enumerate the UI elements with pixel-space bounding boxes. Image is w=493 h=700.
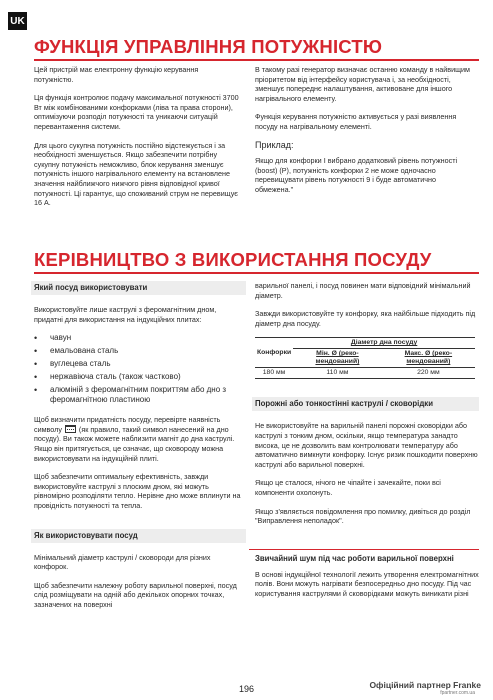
list-item: • чавун (34, 333, 246, 343)
example-text: Якщо для конфорки I вибрано додатковий рівень потужності (boost) (P), потужність конфорки 2 не може одночасно перевищувати рівень потужності 9 і буде автоматично обмежена." (255, 156, 458, 194)
paragraph: В основі індукційної технології лежить утворення електромагнітних полів. Вони можуть нагрівати безпосередньо дно посуду. Під час користування каструлями й сковорідками можуть виникати різні (255, 569, 479, 598)
paragraph: Ця функція контролює подачу максимальної потужності 3700 Вт між комбінованими конфорками (ліва та права сторони), оптимізуючи розподіл потужності та уникаючи ситуацій перевантаження системи. (34, 93, 239, 131)
paragraph: варильної панелі, і посуд повинен мати відповідний мінімальний діаметр. (255, 281, 471, 300)
which-pot-heading: Який посуд використовувати (31, 281, 246, 295)
language-tab: UK (8, 12, 27, 30)
paragraph: Не використовуйте на варильній панелі порожні сковорідки або каструлі з тонким дном, оскільки, якщо температура занадто висока, це не дозволить вам контролювати температуру або автоматично вимкнути конфорку. Існує ризик пошкодити поверхню каструлі або варильної поверхні. (255, 421, 478, 469)
material-list (34, 333, 246, 405)
paragraph: Якщо це сталося, нічого не чіпайте і зачекайте, поки всі компоненти охолонуть. (255, 478, 441, 497)
magnet-paragraph (34, 415, 246, 463)
list-item: • нержавіюча сталь (також частково) (34, 372, 246, 382)
partner-url: fpartner.com.ua (440, 690, 475, 696)
table-header-max: Макс. Ø (реко-мендований) (382, 349, 475, 368)
table-header-diameter: Діаметр дна посуду (293, 338, 475, 349)
paragraph: Цей пристрій має електронну функцію керування потужністю. (34, 65, 199, 84)
paragraph: Для цього сукупна потужність постійно відстежується і за необхідності зменшується. Якщо забезпечити потрібну сукупну потужність неможливо, блок керування зменшує потужність іншого нагрівального елементу на встановлене значення найближчого нижчого рівня відповідної кривої потужності. Ці гарантує, що споживаний струм не перевищує 16 А. (34, 140, 238, 208)
table-header-min: Мін. Ø (реко-мендований) (293, 349, 382, 368)
magnet-text-start: Щоб визначити придатність посуду, перевірте наявність символу (34, 415, 221, 434)
cookware-right-column (255, 281, 479, 608)
noise-heading: Звичайний шум під час роботи варильної поверхні (252, 552, 479, 566)
power-management-right-column (255, 65, 475, 204)
power-management-left-column (34, 65, 239, 217)
paragraph: Мінімальний діаметр каструлі / сковороди для різних конфорок. (34, 552, 211, 572)
table-row (255, 368, 475, 379)
list-item: • вуглецева сталь (34, 359, 246, 369)
section-title-power-management: ФУНКЦІЯ УПРАВЛІННЯ ПОТУЖНІСТЮ (34, 36, 383, 57)
example-title: Приклад: (255, 139, 294, 150)
list-item: • алюміній з феромагнітним покриттям або дно з феромагнітною пластиною (34, 385, 246, 405)
paragraph: Функція керування потужністю активується у разі виявлення посуду на нагрівальному елементі. (255, 112, 457, 131)
paragraph: Щоб забезпечити належну роботу варильної поверхні, посуд слід розміщувати на одній або декількох опорних точках, зазначених на поверхні (34, 580, 237, 609)
paragraph: В такому разі генератор визначає останню команду в найвищим пріоритетом від інтерфейсу користувача і, за необхідності, зменшує попереднє налаштування, активоване для іншого нагрівального елементу. (255, 65, 470, 103)
table-cell-zone: 180 мм (255, 368, 293, 379)
title-underline (34, 59, 479, 61)
magnet-text-end: (як правило, такий символ нанесений на дно посуду). Ви також можете наблизити магніт до дна каструлі. Якщо він притягується, це означає, що сковороду можна використовувати на індукційній плиті. (34, 424, 235, 463)
cookware-left-column (34, 281, 246, 619)
empty-pots-heading: Порожні або тонкостінні каструлі / сковорідки (252, 397, 479, 411)
table-header-zones: Конфорки (255, 338, 293, 368)
paragraph: Завжди використовуйте ту конфорку, яка найбільше підходить під діаметр дна посуду. (255, 309, 476, 328)
induction-pot-icon (65, 425, 76, 433)
how-to-use-heading: Як використовувати посуд (31, 529, 246, 543)
cookware-diameter-table (255, 337, 475, 379)
paragraph: Якщо з'являється повідомлення про помилку, дивіться до розділ "Виправлення неполадок". (255, 506, 471, 526)
section-title-cookware-guide: КЕРІВНИЦТВО З ВИКОРИСТАННЯ ПОСУДУ (34, 249, 432, 270)
table-cell-max: 220 мм (382, 368, 475, 379)
list-item: • емальована сталь (34, 346, 246, 356)
table-cell-min: 110 мм (293, 368, 382, 379)
paragraph: Використовуйте лише каструлі з феромагнітним дном, придатні для використання на індукційних плитах: (34, 305, 217, 324)
title-underline (34, 272, 479, 274)
partner-label: Офіційний партнер Franke (369, 680, 481, 690)
page-number: 196 (238, 684, 255, 694)
paragraph: Щоб забезпечити оптимальну ефективність, завжди використовуйте каструлі з плоским дном, які можуть рівномірно розподіляти тепло. Нерівне дно може вплинути на провідність потужності та тепла. (34, 472, 241, 510)
